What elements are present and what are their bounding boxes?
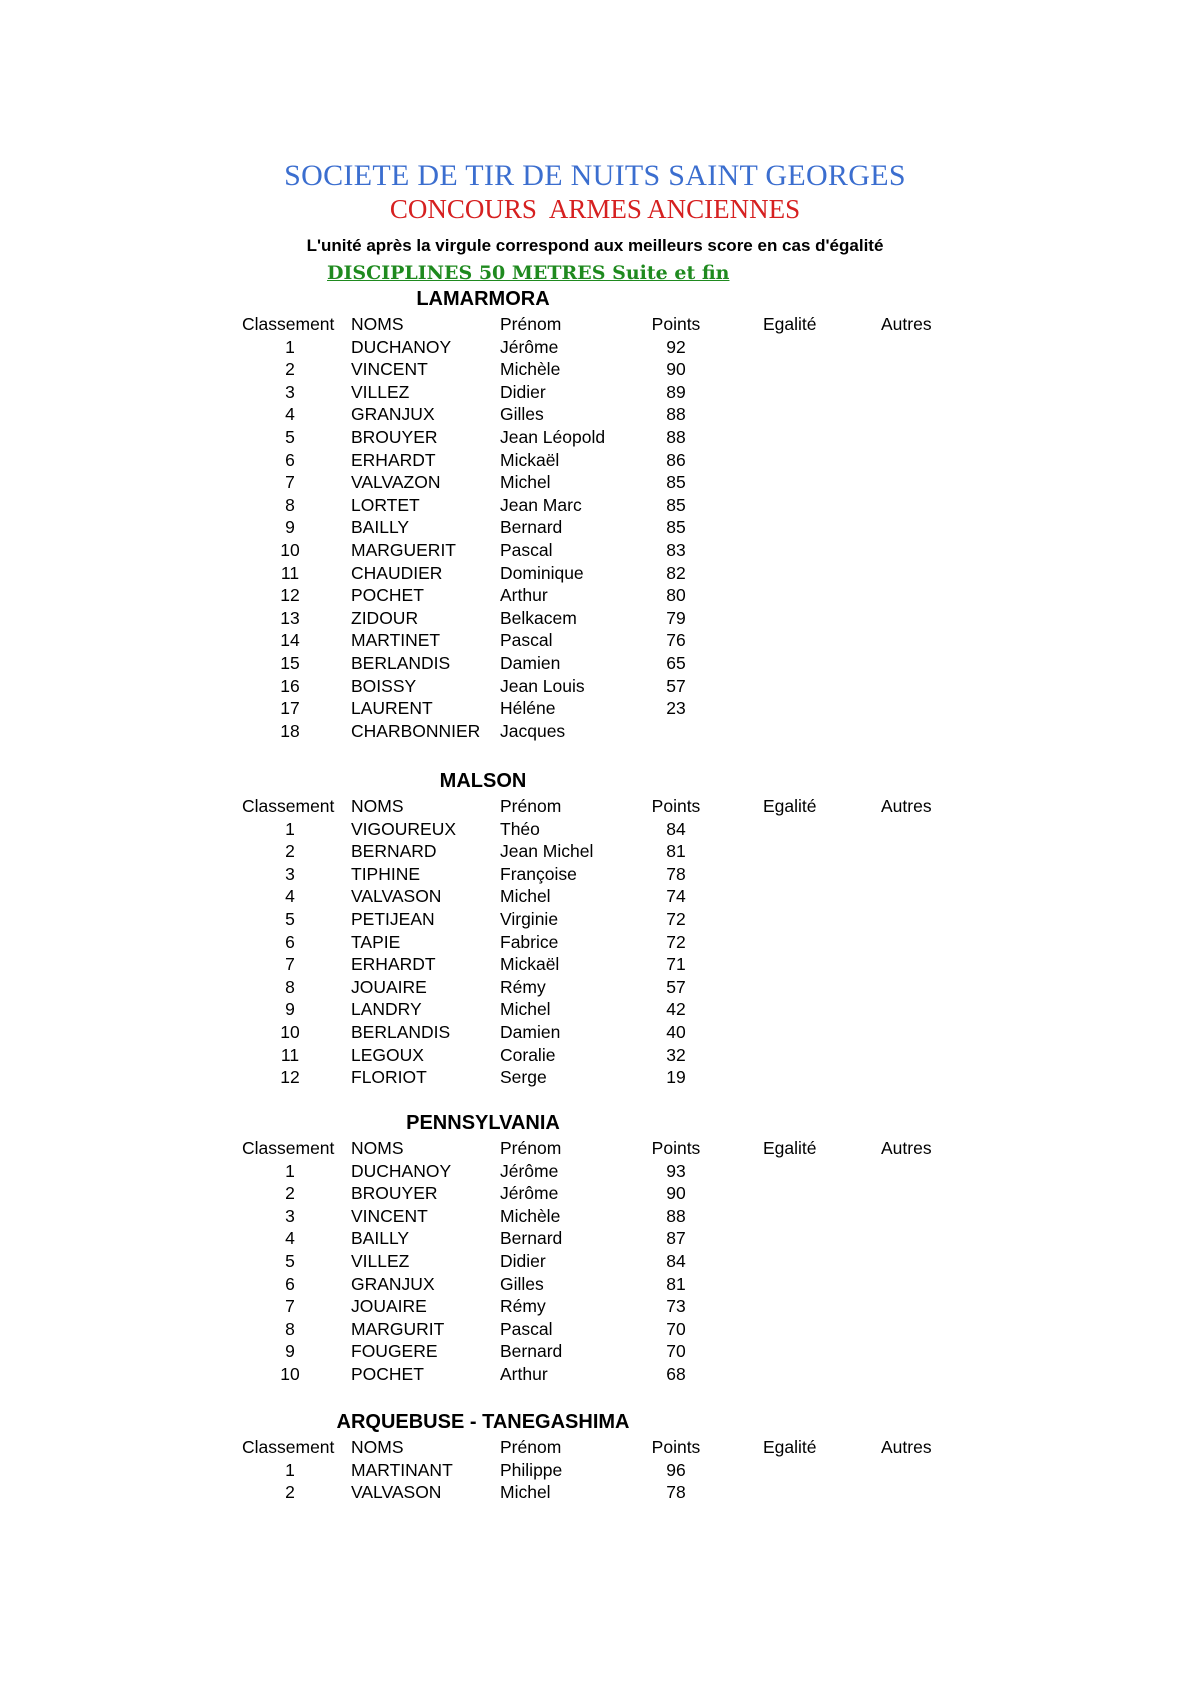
name-cell: LAURENT xyxy=(351,698,433,719)
first-name-cell: Jérôme xyxy=(500,1160,559,1181)
name-cell: BERLANDIS xyxy=(351,653,451,673)
points-cell: 88 xyxy=(666,1205,686,1226)
name-cell: JOUAIRE xyxy=(351,976,427,997)
table-row xyxy=(0,652,1190,675)
points-cell: 78 xyxy=(666,1482,686,1503)
rank-cell: 5 xyxy=(285,427,295,447)
points-cell: 57 xyxy=(666,675,686,696)
table-row xyxy=(0,1250,1190,1273)
rank-cell: 14 xyxy=(280,630,300,651)
rank-cell: 8 xyxy=(285,494,295,515)
name-cell: VALVASON xyxy=(351,1482,442,1503)
rank-cell: 11 xyxy=(280,1044,300,1065)
first-name-cell: Michèle xyxy=(500,359,561,380)
section-title: PENNSYLVANIA xyxy=(406,1112,560,1134)
name-cell: BAILLY xyxy=(351,1228,410,1249)
table-row xyxy=(0,494,1190,517)
name-cell: VINCENT xyxy=(351,359,428,380)
rank-cell: 6 xyxy=(285,449,295,470)
rank-header: Classement xyxy=(242,314,335,334)
first-name-cell: Michel xyxy=(500,1482,551,1503)
first-name-cell: Virginie xyxy=(500,909,559,929)
name-cell: TIPHINE xyxy=(351,863,421,884)
rank-cell: 2 xyxy=(285,1183,295,1204)
points-cell: 42 xyxy=(666,999,686,1020)
points-cell: 82 xyxy=(666,562,686,583)
first-name-cell: Mickaël xyxy=(500,954,560,975)
section-title: MALSON xyxy=(439,770,527,792)
points-cell: 80 xyxy=(666,585,686,606)
first-name-cell: Damien xyxy=(500,1022,561,1042)
rank-cell: 11 xyxy=(280,562,300,583)
table-row xyxy=(0,908,1190,931)
points-cell: 57 xyxy=(666,976,686,997)
table-row xyxy=(0,1273,1190,1296)
first-name-cell: Dominique xyxy=(500,562,584,583)
name-cell: LEGOUX xyxy=(351,1044,424,1065)
rank-header: Classement xyxy=(242,1138,335,1158)
first-name-cell: Coralie xyxy=(500,1044,556,1065)
table-row xyxy=(0,840,1190,863)
rank-cell: 7 xyxy=(285,954,295,975)
discipline-heading: DISCIPLINES 50 METRES Suite et fin xyxy=(327,262,730,284)
table-row xyxy=(0,720,1190,743)
first-name-cell: Pascal xyxy=(500,1318,553,1339)
name-cell: LANDRY xyxy=(351,999,422,1020)
first-name-cell: Gilles xyxy=(500,1273,544,1294)
first-name-cell: Pascal xyxy=(500,630,553,651)
points-cell: 85 xyxy=(666,517,686,538)
rank-cell: 1 xyxy=(285,336,295,357)
points-cell: 86 xyxy=(666,449,686,470)
tie-header: Egalité xyxy=(763,1437,817,1457)
name-cell: BROUYER xyxy=(351,427,438,447)
rank-cell: 4 xyxy=(285,404,295,425)
first-name-cell: Bernard xyxy=(500,1228,563,1249)
table-row xyxy=(0,1295,1190,1318)
first-name-header: Prénom xyxy=(500,1138,562,1158)
name-cell: VILLEZ xyxy=(351,381,410,402)
name-cell: LORTET xyxy=(351,494,420,515)
tie-break-note: L'unité après la virgule correspond aux meilleurs score en cas d'égalité xyxy=(306,236,884,255)
name-cell: GRANJUX xyxy=(351,404,435,425)
rank-cell: 5 xyxy=(285,909,295,929)
table-row xyxy=(0,931,1190,954)
first-name-cell: Héléne xyxy=(500,698,556,719)
points-cell: 88 xyxy=(666,427,686,447)
name-cell: GRANJUX xyxy=(351,1273,435,1294)
table-header-row xyxy=(0,795,1190,818)
table-header-row xyxy=(0,313,1190,336)
name-cell: BAILLY xyxy=(351,517,410,538)
points-cell: 89 xyxy=(666,381,686,402)
rank-cell: 2 xyxy=(285,1482,295,1503)
name-cell: FLORIOT xyxy=(351,1067,427,1088)
first-name-cell: Philippe xyxy=(500,1459,563,1480)
points-cell: 90 xyxy=(666,1183,686,1204)
first-name-header: Prénom xyxy=(500,1437,562,1457)
points-cell: 92 xyxy=(666,336,686,357)
rank-header: Classement xyxy=(242,1437,335,1457)
points-cell: 72 xyxy=(666,909,686,929)
table-row xyxy=(0,471,1190,494)
first-name-header: Prénom xyxy=(500,796,562,816)
table-row xyxy=(0,1021,1190,1044)
table-row xyxy=(0,1182,1190,1205)
table-row xyxy=(0,516,1190,539)
table-row xyxy=(0,998,1190,1021)
rank-cell: 15 xyxy=(280,653,300,673)
first-name-cell: Bernard xyxy=(500,517,563,538)
points-cell: 81 xyxy=(666,1273,686,1294)
points-cell: 74 xyxy=(666,886,686,907)
name-cell: PETIJEAN xyxy=(351,909,435,929)
first-name-cell: Rémy xyxy=(500,976,546,997)
points-cell: 84 xyxy=(666,1251,686,1271)
name-cell: BROUYER xyxy=(351,1183,438,1204)
first-name-cell: Françoise xyxy=(500,863,577,884)
rank-cell: 16 xyxy=(280,675,300,696)
rank-cell: 7 xyxy=(285,472,295,493)
first-name-cell: Jacques xyxy=(500,720,566,741)
name-cell: BERLANDIS xyxy=(351,1022,451,1042)
first-name-cell: Serge xyxy=(500,1067,547,1088)
table-row xyxy=(0,1205,1190,1228)
other-header: Autres xyxy=(881,796,932,816)
rank-cell: 6 xyxy=(285,931,295,952)
table-row xyxy=(0,629,1190,652)
name-cell: VINCENT xyxy=(351,1205,428,1226)
points-cell: 68 xyxy=(666,1364,686,1384)
points-cell: 79 xyxy=(666,607,686,628)
first-name-cell: Michel xyxy=(500,886,551,907)
points-cell: 81 xyxy=(666,841,686,862)
table-row xyxy=(0,426,1190,449)
points-cell: 87 xyxy=(666,1228,686,1249)
section-title: LAMARMORA xyxy=(416,288,550,310)
first-name-cell: Jean Michel xyxy=(500,841,594,862)
first-name-cell: Mickaël xyxy=(500,449,560,470)
other-header: Autres xyxy=(881,1138,932,1158)
name-cell: VALVAZON xyxy=(351,472,441,493)
points-cell: 76 xyxy=(666,630,686,651)
first-name-cell: Jean Marc xyxy=(500,494,582,515)
rank-cell: 17 xyxy=(280,698,300,719)
first-name-cell: Arthur xyxy=(500,1364,548,1384)
points-cell: 19 xyxy=(666,1067,686,1088)
name-cell: MARGUERIT xyxy=(351,540,456,560)
table-row xyxy=(0,403,1190,426)
first-name-cell: Belkacem xyxy=(500,607,577,628)
points-cell: 90 xyxy=(666,359,686,380)
points-header: Points xyxy=(651,1437,701,1457)
rank-cell: 10 xyxy=(280,540,300,560)
rank-cell: 7 xyxy=(285,1296,295,1317)
table-header-row xyxy=(0,1137,1190,1160)
first-name-cell: Jérôme xyxy=(500,1183,559,1204)
section-title: ARQUEBUSE - TANEGASHIMA xyxy=(336,1411,630,1433)
rank-cell: 12 xyxy=(280,1067,300,1088)
name-cell: VILLEZ xyxy=(351,1251,410,1271)
table-row xyxy=(0,1318,1190,1341)
points-cell: 71 xyxy=(666,954,686,975)
first-name-cell: Jérôme xyxy=(500,336,559,357)
tie-header: Egalité xyxy=(763,796,817,816)
points-cell: 96 xyxy=(666,1459,686,1480)
points-cell: 84 xyxy=(666,818,686,839)
name-cell: MARTINET xyxy=(351,630,441,651)
name-header: NOMS xyxy=(351,1437,404,1457)
rank-cell: 3 xyxy=(285,1205,295,1226)
points-cell: 73 xyxy=(666,1296,686,1317)
other-header: Autres xyxy=(881,1437,932,1457)
first-name-cell: Didier xyxy=(500,1251,546,1271)
rank-cell: 12 xyxy=(280,585,300,606)
first-name-cell: Michèle xyxy=(500,1205,561,1226)
tie-header: Egalité xyxy=(763,1138,817,1158)
name-cell: BERNARD xyxy=(351,841,437,862)
table-row xyxy=(0,449,1190,472)
name-cell: DUCHANOY xyxy=(351,336,452,357)
table-row xyxy=(0,818,1190,841)
rank-cell: 5 xyxy=(285,1251,295,1271)
rank-cell: 9 xyxy=(285,517,295,538)
table-row xyxy=(0,1481,1190,1504)
table-row xyxy=(0,1160,1190,1183)
name-cell: ERHARDT xyxy=(351,449,436,470)
rank-header: Classement xyxy=(242,796,335,816)
table-row xyxy=(0,953,1190,976)
first-name-cell: Fabrice xyxy=(500,931,559,952)
first-name-cell: Michel xyxy=(500,999,551,1020)
rank-cell: 9 xyxy=(285,1341,295,1362)
name-cell: JOUAIRE xyxy=(351,1296,427,1317)
name-cell: MARGURIT xyxy=(351,1318,445,1339)
table-row xyxy=(0,381,1190,404)
name-header: NOMS xyxy=(351,314,404,334)
club-title: SOCIETE DE TIR DE NUITS SAINT GEORGES xyxy=(284,159,906,192)
table-row xyxy=(0,1363,1190,1386)
first-name-cell: Michel xyxy=(500,472,551,493)
rank-cell: 10 xyxy=(280,1022,300,1042)
rank-cell: 4 xyxy=(285,886,295,907)
rank-cell: 3 xyxy=(285,381,295,402)
rank-cell: 8 xyxy=(285,976,295,997)
first-name-cell: Théo xyxy=(500,818,540,839)
table-row xyxy=(0,562,1190,585)
rank-cell: 18 xyxy=(280,720,300,741)
first-name-cell: Jean Léopold xyxy=(500,427,606,447)
points-cell: 93 xyxy=(666,1160,686,1181)
first-name-cell: Rémy xyxy=(500,1296,546,1317)
rank-cell: 3 xyxy=(285,863,295,884)
competition-title: CONCOURS ARMES ANCIENNES xyxy=(389,194,801,224)
first-name-cell: Pascal xyxy=(500,540,553,560)
table-row xyxy=(0,885,1190,908)
table-row xyxy=(0,1340,1190,1363)
other-header: Autres xyxy=(881,314,932,334)
name-cell: DUCHANOY xyxy=(351,1160,452,1181)
rank-cell: 6 xyxy=(285,1273,295,1294)
points-cell: 32 xyxy=(666,1044,686,1065)
points-header: Points xyxy=(651,314,701,334)
points-cell: 83 xyxy=(666,540,686,560)
rank-cell: 8 xyxy=(285,1318,295,1339)
table-row xyxy=(0,675,1190,698)
table-row xyxy=(0,976,1190,999)
name-cell: MARTINANT xyxy=(351,1459,453,1480)
rank-cell: 13 xyxy=(280,607,300,628)
name-cell: ZIDOUR xyxy=(351,607,419,628)
name-cell: CHARBONNIER xyxy=(351,720,481,741)
table-row xyxy=(0,358,1190,381)
table-row xyxy=(0,607,1190,630)
points-cell: 85 xyxy=(666,494,686,515)
rank-cell: 1 xyxy=(285,1459,295,1480)
first-name-cell: Jean Louis xyxy=(500,675,585,696)
name-cell: ERHARDT xyxy=(351,954,436,975)
points-cell: 70 xyxy=(666,1318,686,1339)
rank-cell: 1 xyxy=(285,818,295,839)
name-cell: VALVASON xyxy=(351,886,442,907)
first-name-cell: Gilles xyxy=(500,404,544,425)
name-cell: POCHET xyxy=(351,1364,424,1384)
table-row xyxy=(0,697,1190,720)
table-row xyxy=(0,1459,1190,1482)
rank-cell: 4 xyxy=(285,1228,295,1249)
table-row xyxy=(0,1044,1190,1067)
points-header: Points xyxy=(651,1138,701,1158)
table-row xyxy=(0,1066,1190,1089)
tie-header: Egalité xyxy=(763,314,817,334)
first-name-cell: Bernard xyxy=(500,1341,563,1362)
table-row xyxy=(0,863,1190,886)
table-header-row xyxy=(0,1436,1190,1459)
table-row xyxy=(0,1227,1190,1250)
name-cell: VIGOUREUX xyxy=(351,818,457,839)
points-cell: 23 xyxy=(666,698,686,719)
name-cell: TAPIE xyxy=(351,931,401,952)
rank-cell: 1 xyxy=(285,1160,295,1181)
name-header: NOMS xyxy=(351,1138,404,1158)
table-row xyxy=(0,539,1190,562)
first-name-header: Prénom xyxy=(500,314,562,334)
points-cell: 78 xyxy=(666,863,686,884)
points-cell: 85 xyxy=(666,472,686,493)
points-cell: 70 xyxy=(666,1341,686,1362)
rank-cell: 10 xyxy=(280,1364,300,1384)
points-cell: 40 xyxy=(666,1022,686,1042)
name-cell: CHAUDIER xyxy=(351,562,443,583)
table-row xyxy=(0,336,1190,359)
name-cell: POCHET xyxy=(351,585,424,606)
points-cell: 88 xyxy=(666,404,686,425)
rank-cell: 9 xyxy=(285,999,295,1020)
name-header: NOMS xyxy=(351,796,404,816)
first-name-cell: Arthur xyxy=(500,585,548,606)
rank-cell: 2 xyxy=(285,841,295,862)
table-row xyxy=(0,584,1190,607)
points-header: Points xyxy=(651,796,701,816)
points-cell: 65 xyxy=(666,653,686,673)
points-cell: 72 xyxy=(666,931,686,952)
name-cell: FOUGERE xyxy=(351,1341,438,1362)
name-cell: BOISSY xyxy=(351,675,417,696)
first-name-cell: Damien xyxy=(500,653,561,673)
rank-cell: 2 xyxy=(285,359,295,380)
first-name-cell: Didier xyxy=(500,381,546,402)
